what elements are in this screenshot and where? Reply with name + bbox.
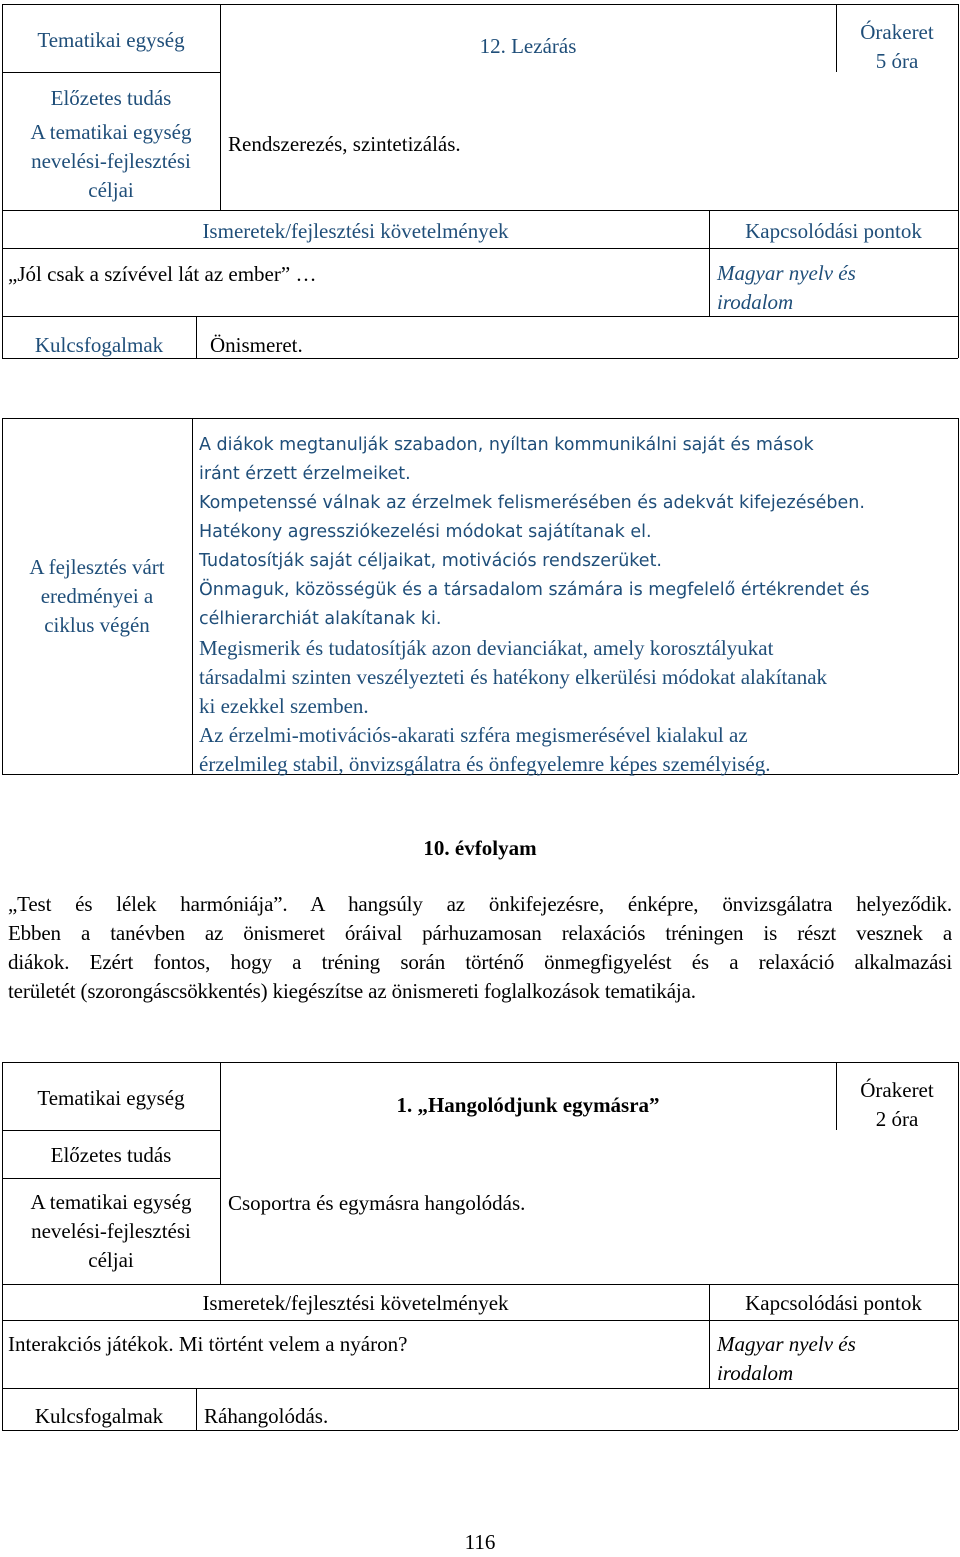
kapcsolodasi-header: Kapcsolódási pontok (745, 219, 922, 243)
grade-heading: 10. évfolyam (423, 836, 537, 860)
kapcsolodasi-header: Kapcsolódási pontok (745, 1291, 922, 1315)
kulcsfogalmak-label: Kulcsfogalmak (34, 333, 164, 357)
result-line: Kompetenssé válnak az érzelmek felismerésében és adekvát kifejezésében. (199, 493, 865, 513)
kulcsfogalmak-value: Ráhangolódás. (204, 1404, 329, 1428)
kapcsolodasi-value: Magyar nyelv és irodalom (717, 1332, 856, 1385)
kulcsfogalmak-value: Önismeret. (210, 333, 303, 357)
tematikai-egyseg-label: Tematikai egység (37, 28, 185, 52)
celjai-value: Csoportra és egymásra hangolódás. (228, 1191, 526, 1215)
result-line: Tudatosítják saját céljaikat, motivációs rendszerüket. (199, 551, 662, 571)
elozetes-tudas-label: Előzetes tudás (50, 86, 172, 110)
result-line: A diákok megtanulják szabadon, nyíltan kommunikálni saját és mások (199, 435, 814, 455)
orakeret-label: Órakeret (860, 20, 934, 44)
elozetes-tudas-label: Előzetes tudás (50, 1143, 172, 1167)
result-line: célhierarchiát alakítanak ki. (199, 609, 442, 629)
result-line: iránt érzett érzelmeiket. (199, 464, 411, 484)
celjai-label: A tematikai egység nevelési-fejlesztési céljai (30, 120, 192, 202)
result-line: társadalmi szinten veszélyezteti és hatékony elkerülési módokat alakítanak (199, 665, 828, 689)
kulcsfogalmak-label: Kulcsfogalmak (34, 1404, 164, 1428)
unit-title: 1. „Hangolódjunk egymásra” (396, 1093, 660, 1117)
celjai-label: A tematikai egység nevelési-fejlesztési céljai (30, 1190, 192, 1272)
result-line: Az érzelmi-motivációs-akarati szféra megismerésével kialakul az (199, 723, 748, 747)
kapcsolodasi-value: Magyar nyelv és irodalom (717, 261, 856, 314)
paragraph-line: diákok. Ezért fontos, hogy a tréning során történő önmegfigyelést és a relaxáció alkalmazási (8, 950, 952, 974)
result-line: Megismerik és tudatosítják azon devianciákat, amely korosztályukat (199, 636, 774, 660)
grade-description (8, 890, 952, 1006)
result-line: Hatékony agressziókezelési módokat sajátítanak el. (199, 522, 652, 542)
ismeretek-header: Ismeretek/fejlesztési követelmények (202, 219, 509, 243)
ismeretek-header: Ismeretek/fejlesztési követelmények (202, 1291, 509, 1315)
orakeret-value: 2 óra (875, 1107, 919, 1131)
ismeretek-value: Interakciós játékok. Mi történt velem a nyáron? (8, 1332, 408, 1356)
unit-title: 12. Lezárás (479, 34, 577, 58)
result-line: ki ezekkel szemben. (199, 694, 369, 718)
result-line: érzelmileg stabil, önvizsgálatra és önfegyelemre képes személyiség. (199, 752, 771, 776)
result-line: Önmaguk, közösségük és a társadalom számára is megfelelő értékrendet és (199, 580, 870, 600)
paragraph-line: „Test és lélek harmóniája”. A hangsúly az önkifejezésre, énképre, önvizsgálatra helyeződik. (8, 892, 952, 916)
orakeret-label: Órakeret (860, 1078, 934, 1102)
page-number: 116 (464, 1530, 496, 1554)
paragraph-line: területét (szorongáscsökkentés) kiegészítse az önismereti foglalkozások tematikája. (8, 979, 696, 1003)
orakeret-value: 5 óra (875, 49, 919, 73)
expected-results-list (199, 431, 954, 779)
paragraph-line: Ebben a tanévben az önismeret óráival párhuzamosan relaxációs tréningen is részt vesznek a (8, 921, 952, 945)
tematikai-egyseg-label: Tematikai egység (37, 1086, 185, 1110)
expected-results-label: A fejlesztés várt eredményei a ciklus végén (29, 555, 165, 637)
celjai-value: Rendszerezés, szintetizálás. (228, 132, 461, 156)
ismeretek-value: „Jól csak a szívével lát az ember” … (8, 262, 317, 286)
